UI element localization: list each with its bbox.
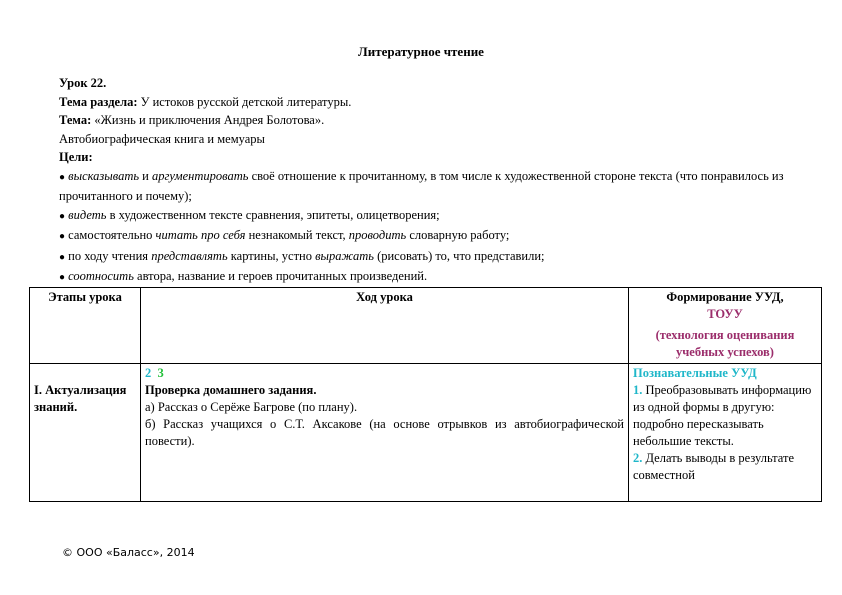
goal-item <box>59 206 784 227</box>
goal-text: по ходу чтения <box>68 248 152 263</box>
goal-text: в художественном тексте сравнения, эпитеты, олицетворения; <box>106 207 440 222</box>
course-cell <box>141 364 629 502</box>
goal-verb: представлять <box>151 248 228 263</box>
section-theme-value: У истоков русской детской литературы. <box>137 94 352 109</box>
bullet-icon: ● <box>59 231 66 242</box>
bullet-icon: ● <box>59 251 66 263</box>
goal-verb: аргументировать <box>152 168 249 183</box>
slide-number: 3 <box>157 366 164 380</box>
goal-item <box>59 167 784 206</box>
homework-item: а) Рассказ о Серёже Багрове (по плану). <box>145 400 358 414</box>
bullet-icon: ● <box>59 272 66 283</box>
goal-text: (рисовать) то, что представили; <box>373 248 545 263</box>
goals-label: Цели: <box>59 150 93 164</box>
section-theme-label: Тема раздела: <box>59 94 138 109</box>
table-row <box>30 364 822 502</box>
table-header-row <box>30 288 822 364</box>
goal-item <box>59 247 784 268</box>
uud-item-number: 2. <box>633 451 643 465</box>
uud-item <box>633 382 817 450</box>
goal-verb: проводить <box>348 228 407 242</box>
bullet-icon: ● <box>59 171 66 183</box>
lesson-topic-value: «Жизнь и приключения Андрея Болотова». <box>91 113 325 127</box>
slide-numbers <box>145 365 624 382</box>
uud-item-number: 1. <box>633 383 643 397</box>
homework-title: Проверка домашнего задания. <box>145 383 317 397</box>
goal-text: словарную работу; <box>406 228 510 242</box>
lesson-header <box>59 74 784 288</box>
bullet-icon: ● <box>59 210 66 222</box>
uud-item-text: Преобразовывать информацию из одной формы в другую: подробно пересказывать небольшие тексты. <box>633 383 812 448</box>
uud-item <box>633 450 817 484</box>
goal-text: самостоятельно <box>68 228 156 242</box>
goal-verb: видеть <box>68 207 107 222</box>
section-theme <box>59 93 784 112</box>
lesson-number: Урок 22. <box>59 76 107 90</box>
goal-verb: соотносить <box>68 269 134 283</box>
goal-item <box>59 226 784 247</box>
lesson-topic <box>59 111 784 130</box>
header-course: Ход урока <box>141 288 629 364</box>
goal-text: незнакомый текст, <box>245 228 349 242</box>
header-touu: ТОУУ <box>707 307 743 321</box>
slide-number: 2 <box>145 366 152 380</box>
uud-title: Познавательные УУД <box>633 366 757 380</box>
lesson-table <box>29 287 822 502</box>
lesson-topic-label: Тема: <box>59 113 92 127</box>
uud-cell <box>629 364 822 502</box>
header-uud-title: Формирование УУД, <box>666 290 784 304</box>
uud-item-text: Делать выводы в результате совместной <box>633 451 795 482</box>
goal-verb: выражать <box>315 248 374 263</box>
goal-text: своё отношение к прочитанному, в том числе к художественной стороне текста (что понравилось из прочитанного и почему); <box>59 168 784 203</box>
header-uud <box>629 288 822 364</box>
copyright-footer: © ООО «Баласс», 2014 <box>62 546 195 559</box>
goal-verb: читать про себя <box>155 228 246 242</box>
goal-text: картины, устно <box>227 248 316 263</box>
homework-item: б) Рассказ учащихся о С.Т. Аксакове (на основе отрывков из автобиографической повести). <box>145 417 624 448</box>
stage-cell: I. Актуализация знаний. <box>30 364 141 502</box>
lesson-subtitle: Автобиографическая книга и мемуары <box>59 131 265 146</box>
header-stages: Этапы урока <box>30 288 141 364</box>
header-touu-full: (технология оценивания учебных успехов) <box>655 328 795 359</box>
goal-item <box>59 267 784 288</box>
goal-verb: высказывать <box>68 168 140 183</box>
goal-text: автора, название и героев прочитанных произведений. <box>133 269 428 283</box>
goal-text: и <box>139 168 152 183</box>
document-title: Литературное чтение <box>358 44 484 59</box>
